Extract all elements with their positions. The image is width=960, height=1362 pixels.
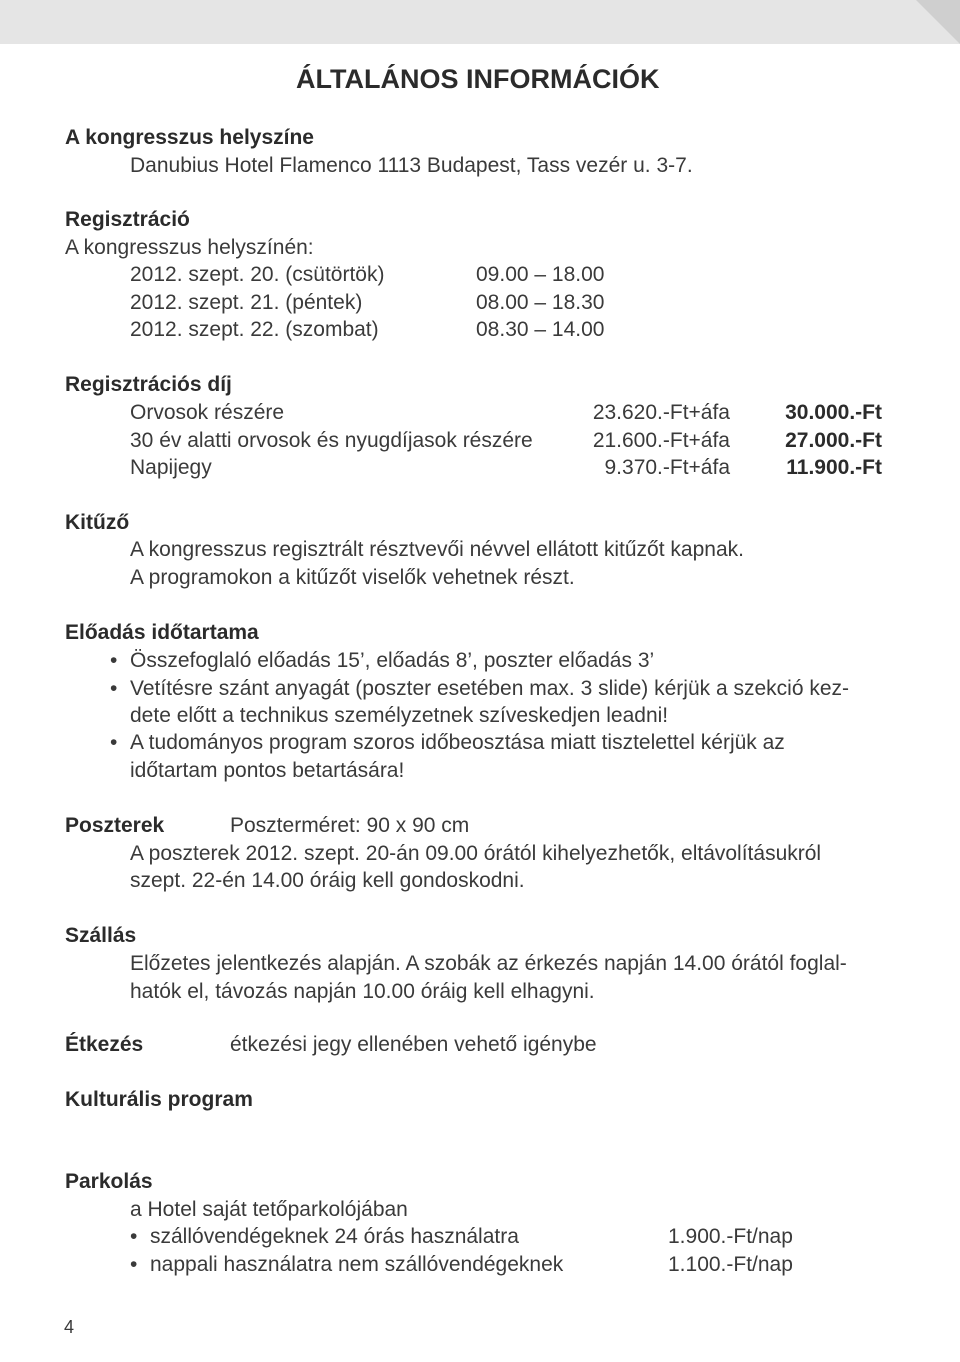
venue-heading: A kongresszus helyszíne	[65, 126, 314, 149]
venue-text: Danubius Hotel Flamenco 1113 Budapest, Tass vezér u. 3-7.	[130, 154, 693, 177]
fee-gross: 27.000.-Ft	[785, 429, 882, 452]
fee-net: 23.620.-Ft+áfa	[592, 401, 730, 424]
registration-time: 09.00 – 18.00	[476, 263, 605, 286]
fee-net: 9.370.-Ft+áfa	[604, 456, 730, 479]
fee-net: 21.600.-Ft+áfa	[592, 429, 730, 452]
fee-gross: 30.000.-Ft	[785, 401, 882, 424]
badge-line: A kongresszus regisztrált résztvevői névvel ellátott kitűzőt kapnak.	[130, 538, 744, 561]
accommodation-heading: Szállás	[65, 924, 137, 947]
corner-fold	[916, 0, 960, 44]
bullet-icon: •	[130, 1225, 138, 1248]
header-band	[0, 0, 960, 44]
fee-heading: Regisztrációs díj	[65, 373, 232, 396]
meals-text: étkezési jegy ellenében vehető igénybe	[230, 1033, 597, 1056]
badge-heading: Kitűző	[65, 511, 130, 534]
fee-gross: 11.900.-Ft	[786, 456, 882, 479]
accommodation-line: hatók el, távozás napján 10.00 óráig kell elhagyni.	[130, 980, 595, 1003]
registration-day: 2012. szept. 21. (péntek)	[130, 291, 363, 314]
duration-line: időtartam pontos betartására!	[130, 759, 405, 782]
parking-intro: a Hotel saját tetőparkolójában	[130, 1198, 408, 1221]
parking-heading: Parkolás	[65, 1170, 153, 1193]
posters-line: szept. 22-én 14.00 óráig kell gondoskodni.	[130, 869, 525, 892]
cultural-heading: Kulturális program	[65, 1088, 253, 1111]
parking-price: 1.900.-Ft/nap	[668, 1225, 793, 1248]
meals-heading: Étkezés	[65, 1033, 144, 1056]
registration-day: 2012. szept. 20. (csütörtök)	[130, 263, 385, 286]
bullet-icon: •	[110, 731, 118, 754]
registration-time: 08.00 – 18.30	[476, 291, 605, 314]
parking-price: 1.100.-Ft/nap	[668, 1253, 793, 1276]
fee-label: Orvosok részére	[130, 401, 285, 424]
badge-line: A programokon a kitűzőt viselők vehetnek részt.	[130, 566, 575, 589]
accommodation-line: Előzetes jelentkezés alapján. A szobák az érkezés napján 14.00 órától foglal-	[130, 952, 847, 975]
fee-label: Napijegy	[130, 456, 212, 479]
registration-time: 08.30 – 14.00	[476, 318, 605, 341]
posters-heading: Poszterek	[65, 814, 165, 837]
parking-label: nappali használatra nem szállóvendégeknek	[150, 1253, 564, 1276]
bullet-icon: •	[130, 1253, 138, 1276]
duration-line: dete előtt a technikus személyzetnek szíveskedjen leadni!	[130, 704, 669, 727]
duration-line: Összefoglaló előadás 15’, előadás 8’, poszter előadás 3’	[130, 649, 655, 672]
registration-heading: Regisztráció	[65, 208, 190, 231]
duration-heading: Előadás időtartama	[65, 621, 259, 644]
parking-label: szállóvendégeknek 24 órás használatra	[150, 1225, 519, 1248]
bullet-icon: •	[110, 677, 118, 700]
page-number: 4	[64, 1317, 75, 1337]
poster-size: Poszterméret: 90 x 90 cm	[230, 814, 470, 837]
bullet-icon: •	[110, 649, 118, 672]
fee-label: 30 év alatti orvosok és nyugdíjasok részére	[130, 429, 533, 452]
duration-line: A tudományos program szoros időbeosztása miatt tisztelettel kérjük az	[130, 731, 785, 754]
posters-line: A poszterek 2012. szept. 20-án 09.00 órától kihelyezhetők, eltávolításukról	[130, 842, 822, 865]
duration-line: Vetítésre szánt anyagát (poszter esetében max. 3 slide) kérjük a szekció kez-	[130, 677, 850, 700]
registration-day: 2012. szept. 22. (szombat)	[130, 318, 379, 341]
page-title: ÁLTALÁNOS INFORMÁCIÓK	[296, 64, 660, 94]
registration-intro: A kongresszus helyszínén:	[65, 236, 314, 259]
